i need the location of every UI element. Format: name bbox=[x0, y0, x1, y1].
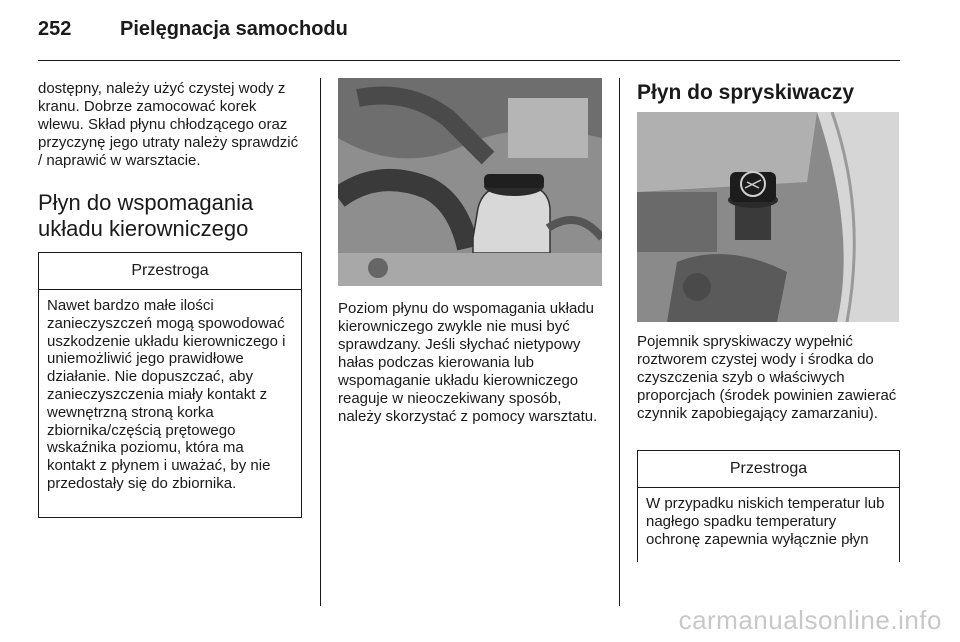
page-number: 252 bbox=[38, 18, 72, 40]
section-heading-washer-fluid: Płyn do spryskiwaczy bbox=[637, 81, 855, 104]
intro-paragraph: dostępny, należy użyć czystej wody z kranu. Dobrze zamocować korek wlewu. Skład płynu chłodzącego oraz przyczynę jego utraty należy sprawdzić / naprawić w warsztacie. bbox=[38, 80, 299, 169]
warning-title: Przestroga bbox=[39, 253, 301, 290]
watermark: carmanualsonline.info bbox=[678, 605, 942, 635]
warning-text: Nawet bardzo małe ilości zanieczyszczeń mogą spowodować uszkodzenie układu kierowniczego i uniemożliwić jego prawidłowe działanie. Nie dopuszczać, aby zanieczyszczenia miały kontakt z wewnętrzną stroną korka zbiornika/częścią prętowego wskaźnika poziomu, która ma kontakt z płynem i uważać, by nie przedostały się do zbiornika. bbox=[47, 297, 286, 492]
washer-fluid-paragraph: Pojemnik spryskiwaczy wypełnić roztworem czystej wody i środka do czyszczenia szyb o właściwych proporcjach (środek powinien zawierać czynnik zapobiegający zamarzaniu). bbox=[637, 333, 897, 422]
power-steering-reservoir-photo bbox=[338, 78, 602, 286]
washer-fluid-reservoir-photo bbox=[637, 112, 899, 322]
section-heading-power-steering: Płyn do wspomagania układu kierowniczego bbox=[38, 190, 254, 241]
warning-box-washer bbox=[637, 450, 900, 562]
header-divider bbox=[38, 60, 900, 61]
column-1 bbox=[38, 80, 302, 518]
column-divider-1 bbox=[320, 78, 321, 606]
column-2 bbox=[338, 300, 606, 426]
warning-text-washer: W przypadku niskich temperatur lub nagłego spadku temperatury ochronę zapewnia wyłącznie płyn bbox=[646, 495, 885, 548]
page-header bbox=[38, 18, 348, 48]
page-title: Pielęgnacja samochodu bbox=[120, 18, 348, 40]
column-divider-2 bbox=[619, 78, 620, 606]
column-3 bbox=[637, 80, 899, 106]
warning-title-washer: Przestroga bbox=[638, 451, 899, 488]
warning-box-steering bbox=[38, 252, 302, 518]
power-steering-paragraph: Poziom płynu do wspomagania układu kierowniczego zwykle nie musi być sprawdzany. Jeśli słychać nietypowy hałas podczas kierowania lub wspomaganie układu kierowniczego reaguje w nieoczekiwany sposób, należy skorzystać z pomocy warsztatu. bbox=[338, 300, 598, 425]
column-3-body bbox=[637, 333, 901, 423]
